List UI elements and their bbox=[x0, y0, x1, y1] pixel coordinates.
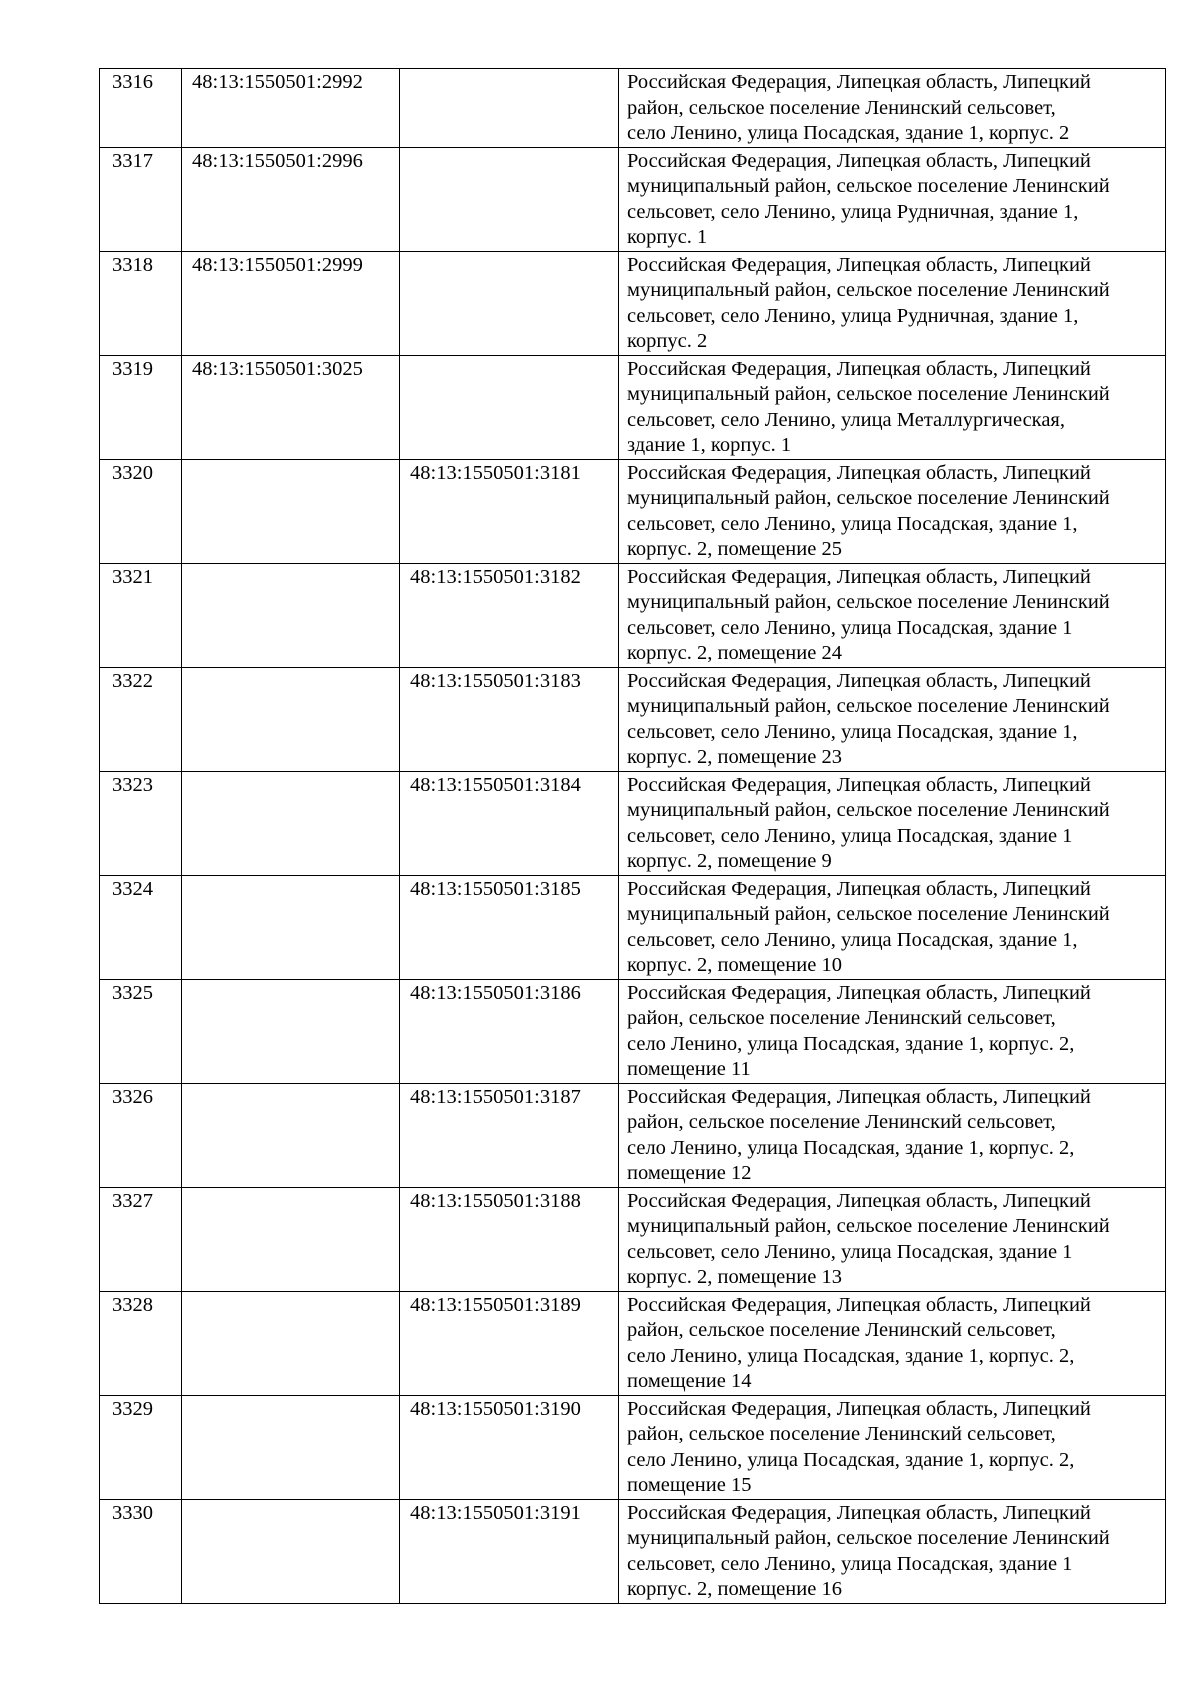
address-cell bbox=[619, 1291, 1166, 1395]
address-line: муниципальный район, сельское поселение Ленинский bbox=[627, 175, 1110, 197]
address-line: муниципальный район, сельское поселение Ленинский bbox=[627, 279, 1110, 301]
row-number-cell: 3316 bbox=[100, 69, 182, 148]
address-line: корпус. 2 bbox=[627, 330, 708, 352]
address-line: муниципальный район, сельское поселение Ленинский bbox=[627, 1527, 1110, 1549]
building-cadastral-number-cell bbox=[182, 667, 400, 771]
row-number-cell: 3326 bbox=[100, 1083, 182, 1187]
building-cadastral-number-cell: 48:13:1550501:2992 bbox=[182, 69, 400, 148]
address-cell bbox=[619, 563, 1166, 667]
address-line: корпус. 1 bbox=[627, 226, 708, 248]
address-cell bbox=[619, 979, 1166, 1083]
row-number-cell: 3318 bbox=[100, 251, 182, 355]
address-line: корпус. 2, помещение 24 bbox=[627, 642, 842, 664]
row-number-cell: 3327 bbox=[100, 1187, 182, 1291]
address-line: Российская Федерация, Липецкая область, Липецкий bbox=[627, 71, 1091, 93]
address-line: муниципальный район, сельское поселение Ленинский bbox=[627, 799, 1110, 821]
table-row bbox=[100, 1291, 1166, 1395]
row-number-cell: 3329 bbox=[100, 1395, 182, 1499]
building-cadastral-number-cell bbox=[182, 1187, 400, 1291]
building-cadastral-number-cell: 48:13:1550501:2999 bbox=[182, 251, 400, 355]
premise-cadastral-number-cell: 48:13:1550501:3188 bbox=[400, 1187, 619, 1291]
address-line: помещение 14 bbox=[627, 1370, 752, 1392]
address-line: Российская Федерация, Липецкая область, Липецкий bbox=[627, 1397, 1091, 1420]
address-line: сельсовет, село Ленино, улица Посадская, здание 1 bbox=[627, 1240, 1073, 1263]
address-line: сельсовет, село Ленино, улица Рудничная, здание 1, bbox=[627, 200, 1079, 223]
address-line: село Ленино, улица Посадская, здание 1, корпус. 2, bbox=[627, 1136, 1075, 1159]
address-cell bbox=[619, 1499, 1166, 1603]
address-line: сельсовет, село Ленино, улица Посадская, здание 1 bbox=[627, 824, 1073, 847]
premise-cadastral-number-cell bbox=[400, 147, 619, 251]
premise-cadastral-number-cell: 48:13:1550501:3182 bbox=[400, 563, 619, 667]
building-cadastral-number-cell bbox=[182, 1291, 400, 1395]
address-line: село Ленино, улица Посадская, здание 1, корпус. 2, bbox=[627, 1448, 1075, 1471]
address-line: Российская Федерация, Липецкая область, Липецкий bbox=[627, 773, 1091, 796]
address-line: сельсовет, село Ленино, улица Посадская, здание 1, bbox=[627, 720, 1078, 743]
address-line: Российская Федерация, Липецкая область, Липецкий bbox=[627, 565, 1091, 588]
row-number-cell: 3319 bbox=[100, 355, 182, 459]
premise-cadastral-number-cell: 48:13:1550501:3181 bbox=[400, 459, 619, 563]
row-number-cell: 3328 bbox=[100, 1291, 182, 1395]
address-line: муниципальный район, сельское поселение Ленинский bbox=[627, 487, 1110, 509]
address-cell bbox=[619, 875, 1166, 979]
table-row bbox=[100, 1395, 1166, 1499]
address-line: корпус. 2, помещение 10 bbox=[627, 954, 842, 976]
table-row bbox=[100, 1499, 1166, 1603]
address-line: Российская Федерация, Липецкая область, Липецкий bbox=[627, 877, 1091, 900]
address-line: корпус. 2, помещение 25 bbox=[627, 538, 842, 560]
address-line: корпус. 2, помещение 9 bbox=[627, 850, 832, 872]
address-line: Российская Федерация, Липецкая область, Липецкий bbox=[627, 1085, 1091, 1108]
address-line: село Ленино, улица Посадская, здание 1, корпус. 2, bbox=[627, 1344, 1075, 1367]
premise-cadastral-number-cell: 48:13:1550501:3190 bbox=[400, 1395, 619, 1499]
premise-cadastral-number-cell: 48:13:1550501:3191 bbox=[400, 1499, 619, 1603]
address-line: Российская Федерация, Липецкая область, Липецкий bbox=[627, 669, 1091, 692]
address-line: помещение 11 bbox=[627, 1058, 751, 1080]
registry-table-body bbox=[100, 69, 1166, 1604]
address-line: Российская Федерация, Липецкая область, Липецкий bbox=[627, 1293, 1091, 1316]
address-cell bbox=[619, 459, 1166, 563]
building-cadastral-number-cell: 48:13:1550501:3025 bbox=[182, 355, 400, 459]
address-line: сельсовет, село Ленино, улица Посадская, здание 1 bbox=[627, 1552, 1073, 1575]
row-number-cell: 3321 bbox=[100, 563, 182, 667]
address-line: корпус. 2, помещение 23 bbox=[627, 746, 842, 768]
table-row bbox=[100, 667, 1166, 771]
address-cell bbox=[619, 1395, 1166, 1499]
row-number-cell: 3322 bbox=[100, 667, 182, 771]
address-line: сельсовет, село Ленино, улица Металлургическая, bbox=[627, 408, 1065, 431]
address-line: муниципальный район, сельское поселение Ленинский bbox=[627, 591, 1110, 613]
address-line: Российская Федерация, Липецкая область, Липецкий bbox=[627, 149, 1091, 172]
address-line: муниципальный район, сельское поселение Ленинский bbox=[627, 903, 1110, 925]
table-row bbox=[100, 69, 1166, 148]
premise-cadastral-number-cell: 48:13:1550501:3187 bbox=[400, 1083, 619, 1187]
building-cadastral-number-cell bbox=[182, 875, 400, 979]
table-row bbox=[100, 1083, 1166, 1187]
premise-cadastral-number-cell bbox=[400, 355, 619, 459]
address-line: Российская Федерация, Липецкая область, Липецкий bbox=[627, 461, 1091, 484]
address-line: муниципальный район, сельское поселение Ленинский bbox=[627, 383, 1110, 405]
address-line: Российская Федерация, Липецкая область, Липецкий bbox=[627, 357, 1091, 380]
row-number-cell: 3320 bbox=[100, 459, 182, 563]
row-number-cell: 3324 bbox=[100, 875, 182, 979]
address-line: сельсовет, село Ленино, улица Рудничная, здание 1, bbox=[627, 304, 1079, 327]
table-row bbox=[100, 979, 1166, 1083]
address-line: сельсовет, село Ленино, улица Посадская, здание 1 bbox=[627, 616, 1073, 639]
address-line: корпус. 2, помещение 13 bbox=[627, 1266, 842, 1288]
building-cadastral-number-cell: 48:13:1550501:2996 bbox=[182, 147, 400, 251]
row-number-cell: 3323 bbox=[100, 771, 182, 875]
premise-cadastral-number-cell bbox=[400, 69, 619, 148]
address-line: район, сельское поселение Ленинский сельсовет, bbox=[627, 1423, 1056, 1445]
address-cell bbox=[619, 147, 1166, 251]
table-row bbox=[100, 251, 1166, 355]
property-registry-table bbox=[99, 68, 1166, 1604]
row-number-cell: 3330 bbox=[100, 1499, 182, 1603]
building-cadastral-number-cell bbox=[182, 771, 400, 875]
address-line: Российская Федерация, Липецкая область, Липецкий bbox=[627, 1189, 1091, 1212]
document-page bbox=[99, 68, 1165, 1604]
premise-cadastral-number-cell bbox=[400, 251, 619, 355]
address-line: сельсовет, село Ленино, улица Посадская, здание 1, bbox=[627, 512, 1078, 535]
building-cadastral-number-cell bbox=[182, 1395, 400, 1499]
table-row bbox=[100, 563, 1166, 667]
address-line: район, сельское поселение Ленинский сельсовет, bbox=[627, 1111, 1056, 1133]
address-line: корпус. 2, помещение 16 bbox=[627, 1578, 842, 1600]
address-cell bbox=[619, 1083, 1166, 1187]
address-line: муниципальный район, сельское поселение Ленинский bbox=[627, 695, 1110, 717]
address-line: сельсовет, село Ленино, улица Посадская, здание 1, bbox=[627, 928, 1078, 951]
address-line: здание 1, корпус. 1 bbox=[627, 434, 792, 456]
premise-cadastral-number-cell: 48:13:1550501:3189 bbox=[400, 1291, 619, 1395]
address-line: село Ленино, улица Посадская, здание 1, корпус. 2 bbox=[627, 122, 1070, 144]
table-row bbox=[100, 459, 1166, 563]
table-row bbox=[100, 1187, 1166, 1291]
address-cell bbox=[619, 355, 1166, 459]
address-line: район, сельское поселение Ленинский сельсовет, bbox=[627, 1007, 1056, 1029]
building-cadastral-number-cell bbox=[182, 1083, 400, 1187]
premise-cadastral-number-cell: 48:13:1550501:3186 bbox=[400, 979, 619, 1083]
table-row bbox=[100, 875, 1166, 979]
address-line: помещение 15 bbox=[627, 1474, 752, 1496]
address-line: Российская Федерация, Липецкая область, Липецкий bbox=[627, 981, 1091, 1004]
building-cadastral-number-cell bbox=[182, 459, 400, 563]
address-line: район, сельское поселение Ленинский сельсовет, bbox=[627, 96, 1056, 119]
table-row bbox=[100, 355, 1166, 459]
address-cell bbox=[619, 771, 1166, 875]
address-line: Российская Федерация, Липецкая область, Липецкий bbox=[627, 253, 1091, 276]
table-row bbox=[100, 771, 1166, 875]
address-line: село Ленино, улица Посадская, здание 1, корпус. 2, bbox=[627, 1032, 1075, 1055]
premise-cadastral-number-cell: 48:13:1550501:3185 bbox=[400, 875, 619, 979]
address-cell bbox=[619, 1187, 1166, 1291]
address-line: помещение 12 bbox=[627, 1162, 752, 1184]
address-line: район, сельское поселение Ленинский сельсовет, bbox=[627, 1319, 1056, 1341]
address-cell bbox=[619, 251, 1166, 355]
row-number-cell: 3325 bbox=[100, 979, 182, 1083]
table-row bbox=[100, 147, 1166, 251]
address-line: муниципальный район, сельское поселение Ленинский bbox=[627, 1215, 1110, 1237]
premise-cadastral-number-cell: 48:13:1550501:3184 bbox=[400, 771, 619, 875]
building-cadastral-number-cell bbox=[182, 1499, 400, 1603]
address-cell bbox=[619, 667, 1166, 771]
row-number-cell: 3317 bbox=[100, 147, 182, 251]
address-cell bbox=[619, 69, 1166, 148]
building-cadastral-number-cell bbox=[182, 563, 400, 667]
address-line: Российская Федерация, Липецкая область, Липецкий bbox=[627, 1501, 1091, 1524]
building-cadastral-number-cell bbox=[182, 979, 400, 1083]
premise-cadastral-number-cell: 48:13:1550501:3183 bbox=[400, 667, 619, 771]
